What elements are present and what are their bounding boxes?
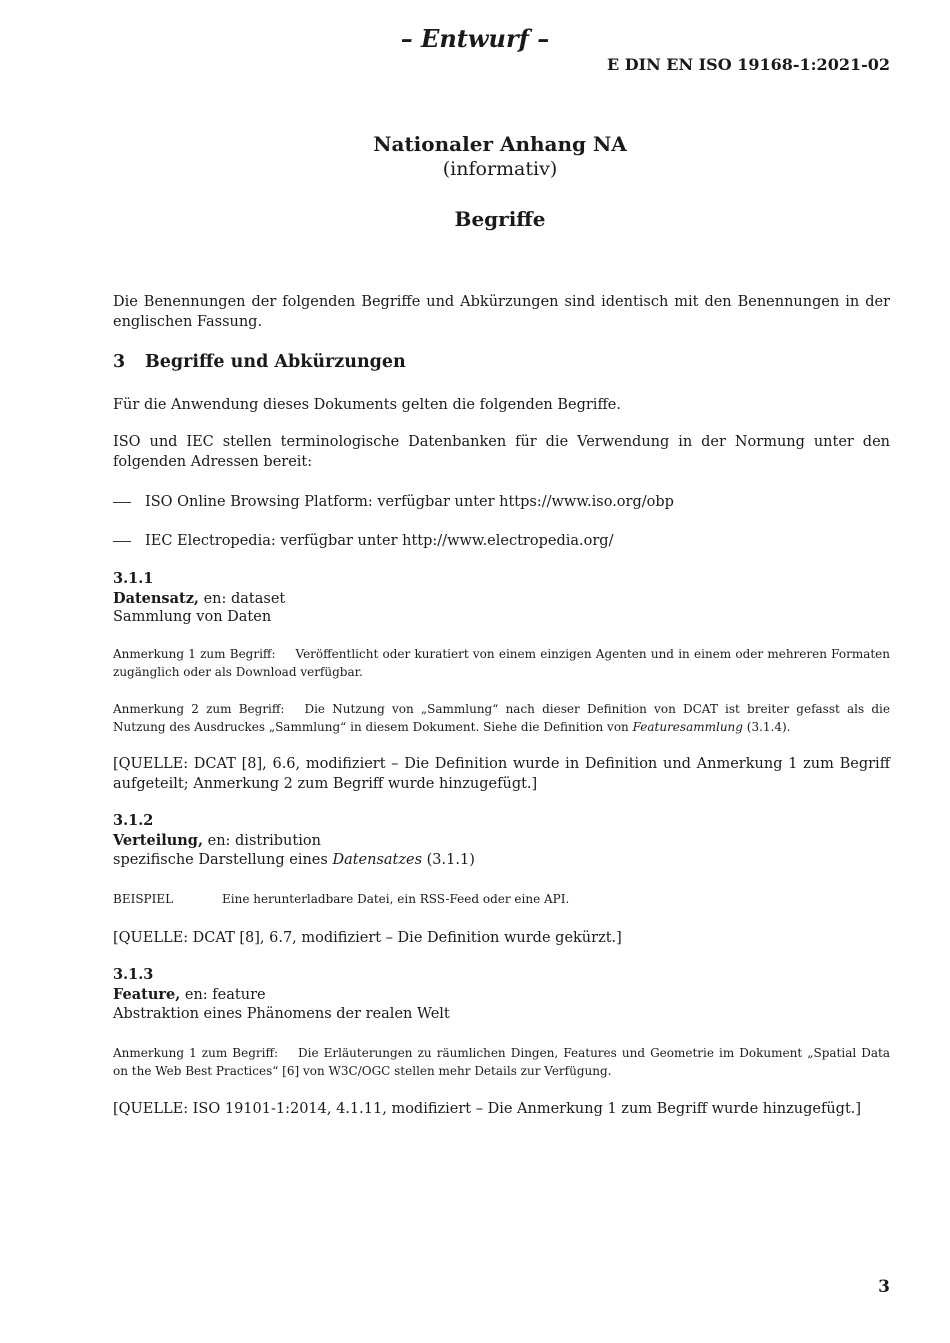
note-text: Veröffentlicht oder kuratiert von einem einzigen Agenten und in einem oder mehreren Formaten zugänglich oder als Download verfügbar.: [113, 647, 890, 679]
note-text-end: (3.1.4).: [742, 720, 791, 734]
note-label: Anmerkung 1 zum Begriff:: [113, 647, 276, 661]
definition-text-end: (3.1.1): [422, 852, 475, 868]
annex-subtitle: (informativ): [442, 158, 558, 180]
term-name: Datensatz,: [113, 590, 199, 607]
term-source: [QUELLE: DCAT [8], 6.7, modifiziert – Die Definition wurde gekürzt.]: [113, 930, 622, 946]
page-number: 3: [878, 1277, 890, 1297]
note-text: Die Nutzung von „Sammlung“ nach dieser Definition von DCAT ist breiter gefasst als die Nutzung des Ausdruckes „Sammlung“ in diesem Dokument. Siehe die Definition von: [113, 702, 890, 734]
term-name: Feature,: [113, 986, 181, 1003]
list-item-text: ISO Online Browsing Platform: verfügbar unter https://www.iso.org/obp: [145, 494, 674, 510]
section-paragraph-1: Für die Anwendung dieses Dokuments gelten die folgenden Begriffe.: [113, 397, 621, 413]
definition-text: spezifische Darstellung eines: [113, 852, 333, 868]
annex-heading: Begriffe: [454, 207, 546, 231]
example-label: BEISPIEL: [113, 892, 174, 906]
list-item-text: IEC Electropedia: verfügbar unter http://www.electropedia.org/: [145, 533, 614, 549]
section-paragraph-2: ISO und IEC stellen terminologische Datenbanken für die Verwendung in der Normung unter den folgenden Adressen bereit:: [113, 434, 890, 470]
term-entry: [113, 590, 285, 607]
term-source: [QUELLE: DCAT [8], 6.6, modifiziert – Die Definition wurde in Definition und Anmerkung 1 zum Begriff aufgeteilt; Anmerkung 2 zum Begriff wurde hinzugefügt.]: [113, 756, 890, 792]
term-english: en: distribution: [203, 833, 321, 849]
term-number: 3.1.3: [113, 966, 154, 983]
annex-title: Nationaler Anhang NA: [373, 132, 627, 156]
term-english: en: feature: [180, 987, 266, 1003]
dash-bullet: [113, 502, 131, 503]
term-name: Verteilung,: [113, 832, 203, 849]
section-number: 3: [113, 352, 126, 372]
note-label: Anmerkung 1 zum Begriff:: [113, 1046, 279, 1060]
term-note: [113, 700, 890, 736]
example-text: Eine herunterladbare Datei, ein RSS-Feed oder eine API.: [222, 892, 570, 906]
dash-bullet: [113, 541, 131, 542]
term-number: 3.1.1: [113, 570, 154, 587]
document-id: E DIN EN ISO 19168-1:2021-02: [606, 55, 890, 74]
term-number: 3.1.2: [113, 812, 154, 829]
section-heading: [113, 352, 406, 372]
list-item: [113, 492, 674, 512]
term-entry: [113, 832, 321, 849]
definition-italic-term: Datensatzes: [332, 852, 423, 868]
draft-label: – Entwurf –: [400, 24, 550, 53]
term-english: en: dataset: [198, 591, 286, 607]
term-entry: [113, 986, 266, 1003]
section-title: Begriffe und Abkürzungen: [145, 352, 406, 372]
term-definition: Sammlung von Daten: [113, 609, 272, 625]
note-label: Anmerkung 2 zum Begriff:: [113, 702, 285, 716]
note-text: Die Erläuterungen zu räumlichen Dingen, Features und Geometrie im Dokument „Spatial Data on the Web Best Practices“ [6] von W3C/OGC stellen mehr Details zur Verfügung.: [113, 1046, 891, 1078]
note-italic-term: Featuresammlung: [632, 720, 743, 734]
term-definition: Abstraktion eines Phänomens der realen Welt: [113, 1006, 450, 1022]
term-definition: [113, 852, 475, 868]
list-item: [113, 531, 613, 551]
annex-intro: Die Benennungen der folgenden Begriffe und Abkürzungen sind identisch mit den Benennungen in der englischen Fassung.: [113, 294, 890, 330]
term-source: [QUELLE: ISO 19101-1:2014, 4.1.11, modifiziert – Die Anmerkung 1 zum Begriff wurde hinzugefügt.]: [113, 1101, 862, 1117]
term-note: [113, 1044, 890, 1080]
term-note: [113, 645, 890, 681]
